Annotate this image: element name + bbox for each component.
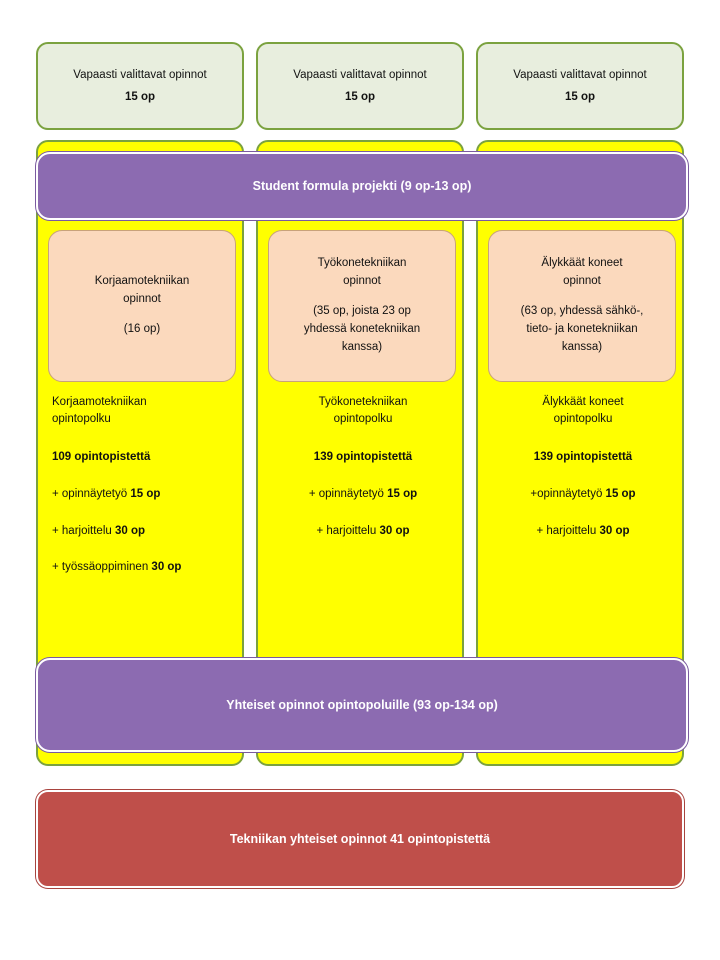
study-path-credits-2 xyxy=(272,449,454,466)
study-path-extra-1-1 xyxy=(52,486,234,503)
study-path-title-3 xyxy=(492,394,674,427)
study-path-extra-label-2-2: + harjoittelu xyxy=(316,524,380,537)
study-path-title-line1-3: Älykkäät koneet xyxy=(542,396,624,408)
specialisation-credits-3c: kanssa) xyxy=(561,340,603,353)
free-choice-credits-3: 15 op xyxy=(564,91,596,103)
study-path-title-line2-3: opintopolku xyxy=(553,412,613,425)
free-choice-credits-2: 15 op xyxy=(344,91,376,103)
study-path-title-2 xyxy=(272,394,454,427)
free-choice-label-1: Vapaasti valittavat opinnot xyxy=(73,69,207,81)
specialisation-box-3 xyxy=(488,230,676,382)
free-choice-box-2 xyxy=(256,42,464,130)
free-choice-label-3: Vapaasti valittavat opinnot xyxy=(513,69,647,81)
free-choice-credits-1: 15 op xyxy=(124,91,156,103)
study-path-extra-label-2-1: + opinnäytetyö xyxy=(308,488,388,501)
specialisation-line2-2: opinnot xyxy=(343,275,381,288)
specialisation-box-2 xyxy=(268,230,456,382)
study-path-extra-value-1-1: 15 op xyxy=(130,488,161,501)
study-path-details-3 xyxy=(492,394,674,559)
study-path-extra-1-3 xyxy=(52,559,234,576)
study-path-extra-value-1-2: 30 op xyxy=(114,524,146,537)
study-path-extra-2-1 xyxy=(272,486,454,503)
study-path-title-line1-2: Työkonetekniikan xyxy=(318,396,408,408)
study-path-extra-value-2-1: 15 op xyxy=(387,488,418,501)
study-path-extra-label-3-2: + harjoittelu xyxy=(536,524,600,537)
study-path-extra-2-2 xyxy=(272,523,454,540)
free-choice-row xyxy=(36,42,684,130)
specialisation-line2-1: opinnot xyxy=(123,293,161,306)
specialisation-credits-3: (63 op, yhdessä sähkö-, xyxy=(520,305,644,318)
study-path-title-1 xyxy=(52,394,234,427)
specialisation-box-1 xyxy=(48,230,236,382)
specialisation-credits-2: (35 op, joista 23 op xyxy=(313,305,411,318)
specialisation-credits-1: (16 op) xyxy=(123,322,161,335)
study-path-extra-label-1-3: + työssäoppiminen xyxy=(52,561,152,574)
specialisation-line1-1: Korjaamotekniikan xyxy=(94,275,190,288)
study-path-credits-3 xyxy=(492,449,674,466)
study-path-credits-value-2: 139 opintopistettä xyxy=(313,451,413,464)
common-studies-banner: Yhteiset opinnot opintopoluille (93 op-134 op) xyxy=(36,658,688,752)
study-path-title-line1-1: Korjaamotekniikan xyxy=(52,396,147,408)
specialisation-credits-2c: kanssa) xyxy=(341,340,383,353)
study-path-extra-value-3-2: 30 op xyxy=(599,524,630,537)
study-path-extra-value-3-1: 15 op xyxy=(605,488,636,501)
study-path-details-1 xyxy=(52,394,234,596)
study-path-extra-value-1-3: 30 op xyxy=(151,561,182,574)
specialisation-line1-2: Työkonetekniikan xyxy=(317,257,407,270)
study-path-credits-1 xyxy=(52,449,234,466)
specialisation-line2-3: opinnot xyxy=(563,275,601,288)
free-choice-box-1 xyxy=(36,42,244,130)
specialisation-credits-3b: tieto- ja konetekniikan xyxy=(526,322,638,335)
study-path-title-line2-1: opintopolku xyxy=(52,412,111,425)
engineering-common-studies-banner: Tekniikan yhteiset opinnot 41 opintopistettä xyxy=(36,790,684,888)
study-path-details-2 xyxy=(272,394,454,559)
specialisation-credits-2b: yhdessä konetekniikan xyxy=(303,322,421,335)
study-path-credits-value-1: 109 opintopistettä xyxy=(52,451,151,464)
free-choice-label-2: Vapaasti valittavat opinnot xyxy=(293,69,427,81)
specialisation-line1-3: Älykkäät koneet xyxy=(541,257,623,270)
study-path-extra-label-1-1: + opinnäytetyö xyxy=(52,488,131,501)
study-path-extra-3-2 xyxy=(492,523,674,540)
free-choice-box-3 xyxy=(476,42,684,130)
study-path-title-line2-2: opintopolku xyxy=(333,412,393,425)
student-formula-banner: Student formula projekti (9 op-13 op) xyxy=(36,152,688,220)
study-path-credits-value-3: 139 opintopistettä xyxy=(533,451,633,464)
study-path-extra-value-2-2: 30 op xyxy=(379,524,410,537)
study-path-extra-label-1-2: + harjoittelu xyxy=(52,524,115,537)
study-path-extra-label-3-1: +opinnäytetyö xyxy=(530,488,606,501)
study-path-extra-1-2 xyxy=(52,523,234,540)
study-path-extra-3-1 xyxy=(492,486,674,503)
